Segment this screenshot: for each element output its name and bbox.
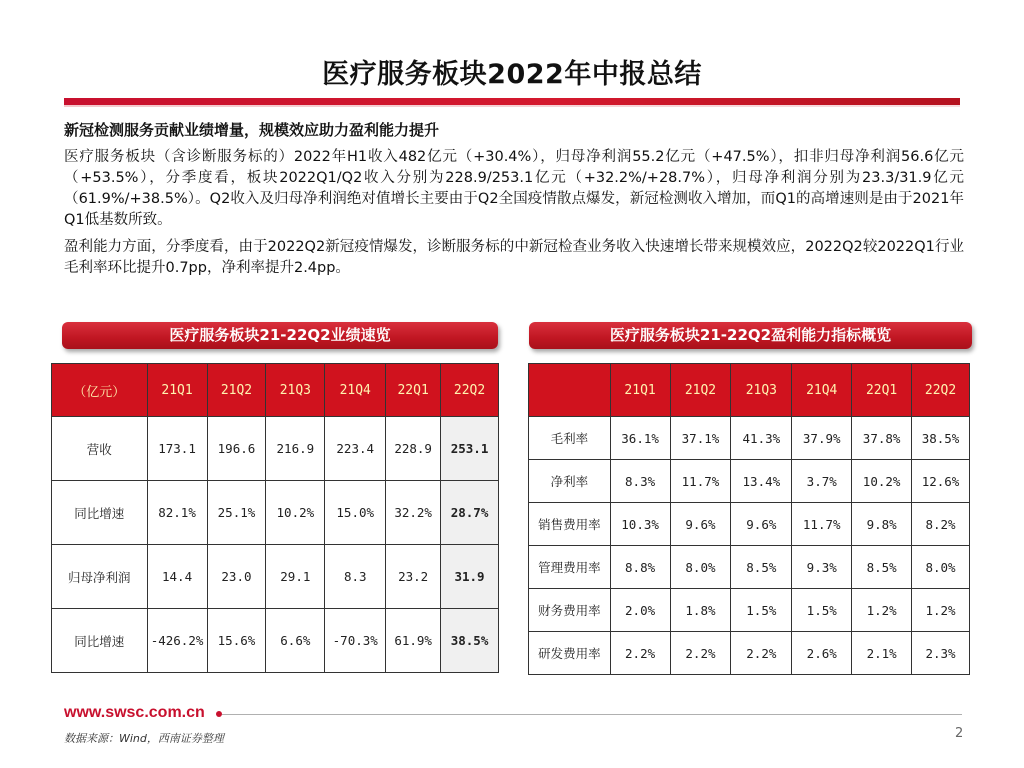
table-cell: 2.2% [670, 632, 731, 675]
column-header: 21Q1 [147, 364, 207, 417]
column-header: 22Q1 [386, 364, 441, 417]
row-label: 同比增速 [52, 609, 148, 673]
highlight-cell: 38.5% [441, 609, 499, 673]
table-cell: 82.1% [147, 481, 207, 545]
table-cell: 9.8% [852, 503, 912, 546]
row-label: 研发费用率 [529, 632, 611, 675]
column-header: 21Q4 [325, 364, 386, 417]
row-label: 管理费用率 [529, 546, 611, 589]
table-cell: 13.4% [731, 460, 792, 503]
column-header: 21Q2 [670, 364, 731, 417]
corner-cell: （亿元） [52, 364, 148, 417]
table-cell: 15.6% [207, 609, 266, 673]
footer-divider [222, 714, 962, 715]
table-cell: 29.1 [266, 545, 325, 609]
left-table-header: 医疗服务板块21-22Q2业绩速览 [62, 322, 498, 349]
table-cell: 9.6% [731, 503, 792, 546]
row-label: 净利率 [529, 460, 611, 503]
table-cell: 14.4 [147, 545, 207, 609]
table-cell: 36.1% [610, 417, 670, 460]
highlight-cell: 253.1 [441, 417, 499, 481]
column-header: 21Q4 [792, 364, 852, 417]
table-cell: 32.2% [386, 481, 441, 545]
table-cell: 2.3% [912, 632, 970, 675]
table-row [52, 545, 499, 609]
table-cell: 1.2% [852, 589, 912, 632]
page-number: 2 [955, 726, 964, 741]
table-cell: 37.8% [852, 417, 912, 460]
table-header-row [529, 364, 970, 417]
table-cell: -426.2% [147, 609, 207, 673]
table-cell: 223.4 [325, 417, 386, 481]
column-header: 21Q3 [731, 364, 792, 417]
table-cell: 8.0% [670, 546, 731, 589]
table-cell: 9.6% [670, 503, 731, 546]
table-cell: 11.7% [670, 460, 731, 503]
right-table-header: 医疗服务板块21-22Q2盈利能力指标概览 [529, 322, 972, 349]
table-cell: 1.5% [731, 589, 792, 632]
page-title: 医疗服务板块2022年中报总结 [322, 59, 702, 90]
column-header: 21Q2 [207, 364, 266, 417]
table-cell: 9.3% [792, 546, 852, 589]
table-cell: 196.6 [207, 417, 266, 481]
table-cell: 3.7% [792, 460, 852, 503]
summary-paragraph-2: 盈利能力方面，分季度看，由于2022Q2新冠疫情爆发，诊断服务标的中新冠检查业务收入快速增长带来规模效应，2022Q2较2022Q1行业毛利率环比提升0.7pp，净利率提升2.4pp。 [64, 239, 964, 276]
table-cell: 8.2% [912, 503, 970, 546]
summary-paragraph-1: 医疗服务板块（含诊断服务标的）2022年H1收入482亿元（+30.4%），归母净利润55.2亿元（+47.5%），扣非归母净利润56.6亿元（+53.5%），分季度看，板块2022Q1/Q2收入分别为228.9/253.1亿元（+32.2%/+28.7%），归母净利润分别为23.3/31.9亿元（61.9%/+38.5%）。Q2收入及归母净利润绝对值增长主要由于Q2全国疫情散点爆发，新冠检测收入增加，而Q1的高增速则是由于2021年Q1低基数所致。 [64, 149, 964, 228]
table-cell: 8.5% [852, 546, 912, 589]
table-cell: 8.3% [610, 460, 670, 503]
table-cell: 37.9% [792, 417, 852, 460]
table-cell: 8.5% [731, 546, 792, 589]
corner-cell [529, 364, 611, 417]
table-cell: 11.7% [792, 503, 852, 546]
table-cell: 2.6% [792, 632, 852, 675]
table-cell: 216.9 [266, 417, 325, 481]
column-header: 22Q2 [912, 364, 970, 417]
table-cell: 10.2% [266, 481, 325, 545]
summary-headline: 新冠检测服务贡献业绩增量，规模效应助力盈利能力提升 [64, 121, 440, 139]
table-cell: 10.3% [610, 503, 670, 546]
table-cell: 15.0% [325, 481, 386, 545]
table-row [52, 417, 499, 481]
table-cell: 6.6% [266, 609, 325, 673]
table-cell: 8.3 [325, 545, 386, 609]
table-cell: 8.8% [610, 546, 670, 589]
column-header: 22Q2 [441, 364, 499, 417]
table-cell: 61.9% [386, 609, 441, 673]
table-cell: 173.1 [147, 417, 207, 481]
table-cell: 2.2% [610, 632, 670, 675]
performance-table [51, 363, 499, 673]
profitability-table [528, 363, 970, 675]
table-cell: 1.2% [912, 589, 970, 632]
table-row [529, 417, 970, 460]
table-row [529, 546, 970, 589]
table-row [529, 460, 970, 503]
row-label: 同比增速 [52, 481, 148, 545]
data-source-note: 数据来源：Wind，西南证券整理 [64, 732, 224, 745]
table-cell: 228.9 [386, 417, 441, 481]
highlight-cell: 31.9 [441, 545, 499, 609]
table-row [529, 503, 970, 546]
table-cell: 2.0% [610, 589, 670, 632]
table-cell: 2.2% [731, 632, 792, 675]
footer-website-link[interactable]: www.swsc.com.cn [64, 704, 205, 721]
table-cell: 1.8% [670, 589, 731, 632]
row-label: 销售费用率 [529, 503, 611, 546]
row-label: 财务费用率 [529, 589, 611, 632]
table-cell: 37.1% [670, 417, 731, 460]
table-cell: 8.0% [912, 546, 970, 589]
column-header: 21Q1 [610, 364, 670, 417]
row-label: 毛利率 [529, 417, 611, 460]
title-divider [64, 98, 960, 105]
summary-section [64, 120, 964, 285]
table-row [529, 589, 970, 632]
table-cell: 23.0 [207, 545, 266, 609]
table-row [52, 481, 499, 545]
table-cell: 41.3% [731, 417, 792, 460]
table-cell: 25.1% [207, 481, 266, 545]
table-cell: 12.6% [912, 460, 970, 503]
table-cell: 2.1% [852, 632, 912, 675]
highlight-cell: 28.7% [441, 481, 499, 545]
table-cell: 10.2% [852, 460, 912, 503]
table-cell: -70.3% [325, 609, 386, 673]
row-label: 归母净利润 [52, 545, 148, 609]
table-cell: 38.5% [912, 417, 970, 460]
table-row [52, 609, 499, 673]
table-cell: 1.5% [792, 589, 852, 632]
table-row [529, 632, 970, 675]
table-cell: 23.2 [386, 545, 441, 609]
row-label: 营收 [52, 417, 148, 481]
column-header: 21Q3 [266, 364, 325, 417]
table-header-row [52, 364, 499, 417]
column-header: 22Q1 [852, 364, 912, 417]
